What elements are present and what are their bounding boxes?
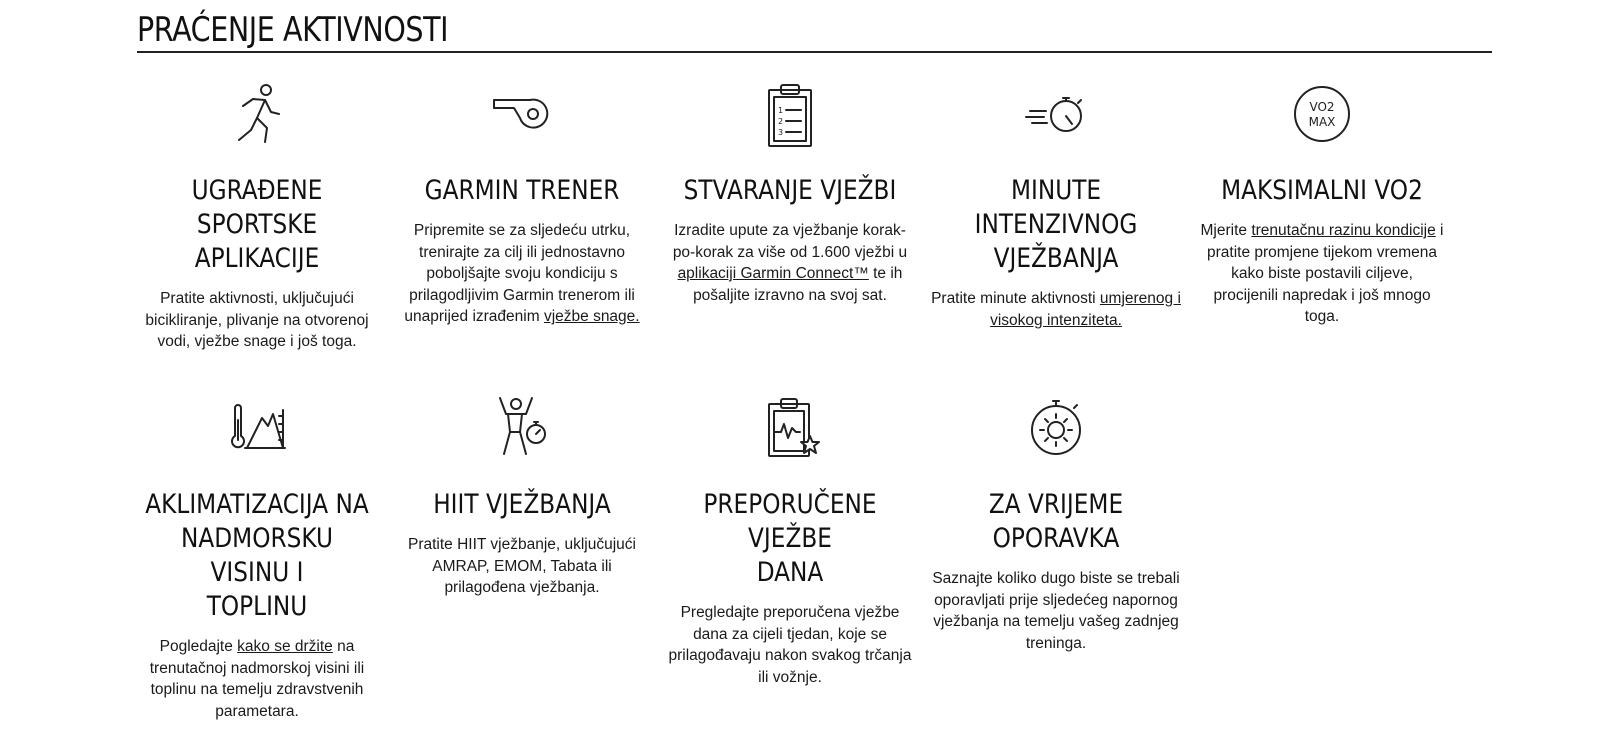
feature-description: Pratite HIIT vježbanje, uključujući AMRAP, EMOM, Tabata ili prilagođena vježbanja. [407, 536, 636, 596]
feature-description: Mjerite trenutačnu razinu kondicije i pratite promjene tijekom vremena kako biste postavili ciljeve, procijenili napredak i još mnogo toga. [1200, 222, 1444, 325]
hiit-person-timer-icon [486, 392, 558, 464]
clipboard-star-icon [754, 392, 826, 464]
whistle-icon [486, 78, 558, 150]
feature-description: Pripremite se za sljedeću utrku, trenirajte za cilj ili jednostavno poboljšajte svoju kondiciju s prilagodljivim Garmin trenerom ili unaprijed izrađenim vježbe snage. [404, 222, 640, 325]
feature-title: AKLIMATIZACIJA NA NADMORSKU VISINU I TOPLINU [145, 489, 369, 622]
runner-icon [221, 78, 293, 150]
feature-description: Pogledajte kako se držite na trenutačnoj nadmorskoj visini ili toplinu na temelju zdravstvenih parametara. [149, 638, 365, 720]
intensity-link[interactable]: umjerenog i visokog intenziteta. [990, 290, 1181, 329]
how-you-are-doing-link[interactable]: kako se držite [237, 638, 333, 655]
feature-title: UGRAĐENE SPORTSKE APLIKACIJE [191, 175, 323, 274]
feature-daily-suggested-workouts [660, 392, 920, 688]
feature-title: GARMIN TRENER [424, 175, 620, 206]
feature-title: PREPORUČENE VJEŽBE DANA [703, 489, 877, 588]
feature-workout-creation [660, 78, 920, 306]
thermometer-mountain-icon [221, 392, 293, 464]
feature-description: Saznajte koliko dugo biste se trebali oporavljati prije sljedećeg napornog vježbanja na temelju vašeg zadnjeg treninga. [932, 570, 1180, 652]
svg-text:1: 1 [778, 106, 784, 115]
feature-built-in-sport-apps [127, 78, 387, 353]
feature-description: Pratite minute aktivnosti umjerenog i visokog intenziteta. [931, 290, 1181, 329]
feature-title: ZA VRIJEME OPORAVKA [988, 489, 1124, 554]
feature-title: MINUTE INTENZIVNOG VJEŽBANJA [974, 175, 1138, 274]
feature-recovery-time [926, 392, 1186, 654]
feature-vo2-max [1192, 78, 1452, 328]
garmin-connect-link[interactable]: aplikaciji Garmin Connect™ [677, 265, 869, 282]
svg-text:2: 2 [778, 117, 784, 126]
svg-text:3: 3 [778, 128, 784, 137]
clipboard-list-icon [754, 78, 826, 150]
svg-text:VO2: VO2 [1309, 100, 1335, 114]
feature-title: MAKSIMALNI VO2 [1221, 175, 1423, 206]
feature-acclimation [127, 392, 387, 722]
svg-text:MAX: MAX [1308, 115, 1336, 129]
title-divider [137, 51, 1492, 53]
feature-title: HIIT VJEŽBANJA [433, 489, 611, 520]
fitness-level-link[interactable]: trenutačnu razinu kondicije [1251, 222, 1436, 239]
feature-intensity-minutes [926, 78, 1186, 331]
feature-garmin-coach [392, 78, 652, 328]
feature-title: STVARANJE VJEŽBI [683, 175, 897, 206]
section-title: PRAĆENJE AKTIVNOSTI [137, 10, 449, 50]
feature-hiit [392, 392, 652, 599]
vo2-max-icon [1286, 78, 1358, 150]
stopwatch-speed-icon [1020, 78, 1092, 150]
feature-description: Pratite aktivnosti, uključujući bicikliranje, plivanje na otvorenoj vodi, vježbe snage i još toga. [145, 290, 369, 350]
feature-description: Pregledajte preporučena vježbe dana za cijeli tjedan, koje se prilagođavaju nakon svakog trčanja ili vožnje. [668, 604, 912, 686]
recovery-timer-icon [1020, 392, 1092, 464]
strength-workouts-link[interactable]: vježbe snage. [543, 308, 640, 325]
feature-description: Izradite upute za vježbanje korak-po-korak za više od 1.600 vježbi u aplikaciji Garmin Connect™ te ih pošaljite izravno na svoj sat. [672, 222, 908, 304]
